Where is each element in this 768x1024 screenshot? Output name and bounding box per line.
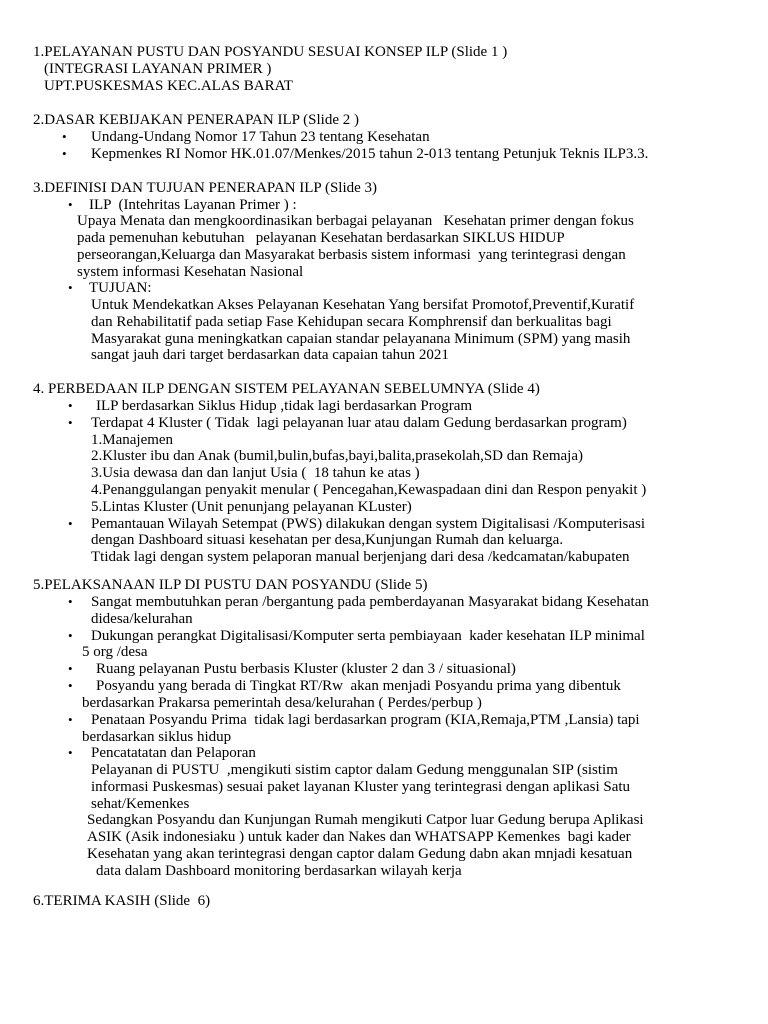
bullet-icon: • <box>62 129 67 144</box>
paragraph-line: perseorangan,Keluarga dan Masyarakat berbasis sistem informasi yang terintegrasi dengan <box>77 247 626 263</box>
bullet-icon: • <box>68 516 73 531</box>
list-item: Pencatatatan dan Pelaporan <box>91 745 256 761</box>
paragraph-line: pada pemenuhan kebutuhan pelayanan Kesehatan berdasarkan SIKLUS HIDUP <box>77 230 565 246</box>
paragraph-line: system informasi Kesehatan Nasional <box>77 264 304 280</box>
section-3-heading: 3.DEFINISI DAN TUJUAN PENERAPAN ILP (Slide 3) <box>33 180 378 196</box>
paragraph-line: Upaya Menata dan mengkoordinasikan berbagai pelayanan Kesehatan primer dengan fokus <box>77 213 634 229</box>
bullet-icon: • <box>68 197 73 212</box>
cluster-item: 5.Lintas Kluster (Unit penunjang pelayanan KLuster) <box>91 499 412 515</box>
list-item: Terdapat 4 Kluster ( Tidak lagi pelayanan luar atau dalam Gedung berdasarkan program) <box>91 415 627 431</box>
paragraph-line: Kesehatan yang akan terintegrasi dengan captor dalam Gedung dabn akan mnjadi kesatuan <box>87 846 633 862</box>
list-item: Posyandu yang berada di Tingkat RT/Rw akan menjadi Posyandu prima yang dibentuk <box>96 678 621 694</box>
section-5-heading: 5.PELAKSANAAN ILP DI PUSTU DAN POSYANDU (Slide 5) <box>33 577 428 593</box>
bullet-icon: • <box>62 146 67 161</box>
section-1-subtitle: (INTEGRASI LAYANAN PRIMER ) <box>44 61 272 77</box>
paragraph-line: Masyarakat guna meningkatkan capaian standar pelayanana Minimum (SPM) yang masih <box>91 331 631 347</box>
bullet-icon: • <box>68 594 73 609</box>
paragraph-line: berdasarkan Prakarsa pemerintah desa/kelurahan ( Perdes/perbup ) <box>82 695 482 711</box>
section-2-heading: 2.DASAR KEBIJAKAN PENERAPAN ILP (Slide 2 ) <box>33 112 359 128</box>
list-item: Kepmenkes RI Nomor HK.01.07/Menkes/2015 tahun 2-013 tentang Petunjuk Teknis ILP3.3. <box>91 146 649 162</box>
list-item: Pemantauan Wilayah Setempat (PWS) dilakukan dengan system Digitalisasi /Komputerisasi <box>91 516 646 532</box>
list-item-title: TUJUAN: <box>89 280 152 296</box>
list-item: ILP berdasarkan Siklus Hidup ,tidak lagi berdasarkan Program <box>96 398 473 414</box>
bullet-icon: • <box>68 280 73 295</box>
list-item-title: ILP (Intehritas Layanan Primer ) : <box>89 197 297 213</box>
bullet-icon: • <box>68 712 73 727</box>
paragraph-line: sangat jauh dari target berdasarkan data capaian tahun 2021 <box>91 347 449 363</box>
cluster-item: 1.Manajemen <box>91 432 174 448</box>
paragraph-line: didesa/kelurahan <box>91 611 193 627</box>
list-item: Sangat membutuhkan peran /bergantung pada pemberdayanan Masyarakat bidang Kesehatan <box>91 594 649 610</box>
bullet-icon: • <box>68 415 73 430</box>
cluster-item: 4.Penanggulangan penyakit menular ( Pencegahan,Kewaspadaan dini dan Respon penyakit ) <box>91 482 647 498</box>
bullet-icon: • <box>68 661 73 676</box>
list-item: Ruang pelayanan Pustu berbasis Kluster (kluster 2 dan 3 / situasional) <box>96 661 516 677</box>
paragraph-line: sehat/Kemenkes <box>91 796 190 812</box>
section-6-heading: 6.TERIMA KASIH (Slide 6) <box>33 893 211 909</box>
paragraph-line: informasi Puskesmas) sesuai paket layanan Kluster yang terintegrasi dengan aplikasi Satu <box>91 779 631 795</box>
cluster-item: 2.Kluster ibu dan Anak (bumil,bulin,bufas,bayi,balita,prasekolah,SD dan Remaja) <box>91 448 583 464</box>
paragraph-line: Sedangkan Posyandu dan Kunjungan Rumah mengikuti Catpor luar Gedung berupa Aplikasi <box>87 812 644 828</box>
bullet-icon: • <box>68 628 73 643</box>
paragraph-line: data dalam Dashboard monitoring berdasarkan wilayah kerja <box>96 863 462 879</box>
cluster-item: 3.Usia dewasa dan dan lanjut Usia ( 18 tahun ke atas ) <box>91 465 420 481</box>
paragraph-line: dengan Dashboard situasi kesehatan per desa,Kunjungan Rumah dan keluarga. <box>91 532 564 548</box>
list-item: Undang-Undang Nomor 17 Tahun 23 tentang Kesehatan <box>91 129 430 145</box>
paragraph-line: 5 org /desa <box>82 644 148 660</box>
paragraph-line: berdasarkan siklus hidup <box>82 729 232 745</box>
bullet-icon: • <box>68 745 73 760</box>
bullet-icon: • <box>68 678 73 693</box>
list-item: Penataan Posyandu Prima tidak lagi berdasarkan program (KIA,Remaja,PTM ,Lansia) tapi <box>91 712 640 728</box>
paragraph-line: Untuk Mendekatkan Akses Pelayanan Kesehatan Yang bersifat Promotof,Preventif,Kuratif <box>91 297 635 313</box>
paragraph-line: Ttidak lagi dengan system pelaporan manual berjenjang dari desa /kedcamatan/kabupaten <box>91 549 630 565</box>
paragraph-line: ASIK (Asik indonesiaku ) untuk kader dan Nakes dan WHATSAPP Kemenkes bagi kader <box>87 829 631 845</box>
paragraph-line: Pelayanan di PUSTU ,mengikuti sistim captor dalam Gedung menggunalan SIP (sistim <box>91 762 618 778</box>
section-1-heading: 1.PELAYANAN PUSTU DAN POSYANDU SESUAI KONSEP ILP (Slide 1 ) <box>33 44 508 60</box>
list-item: Dukungan perangkat Digitalisasi/Komputer serta pembiayaan kader kesehatan ILP minimal <box>91 628 645 644</box>
section-4-heading: 4. PERBEDAAN ILP DENGAN SISTEM PELAYANAN SEBELUMNYA (Slide 4) <box>33 381 540 397</box>
section-1-institution: UPT.PUSKESMAS KEC.ALAS BARAT <box>44 78 293 94</box>
bullet-icon: • <box>68 398 73 413</box>
paragraph-line: dan Rehabilitatif pada setiap Fase Kehidupan secara Komphrensif dan berkualitas bagi <box>91 314 612 330</box>
